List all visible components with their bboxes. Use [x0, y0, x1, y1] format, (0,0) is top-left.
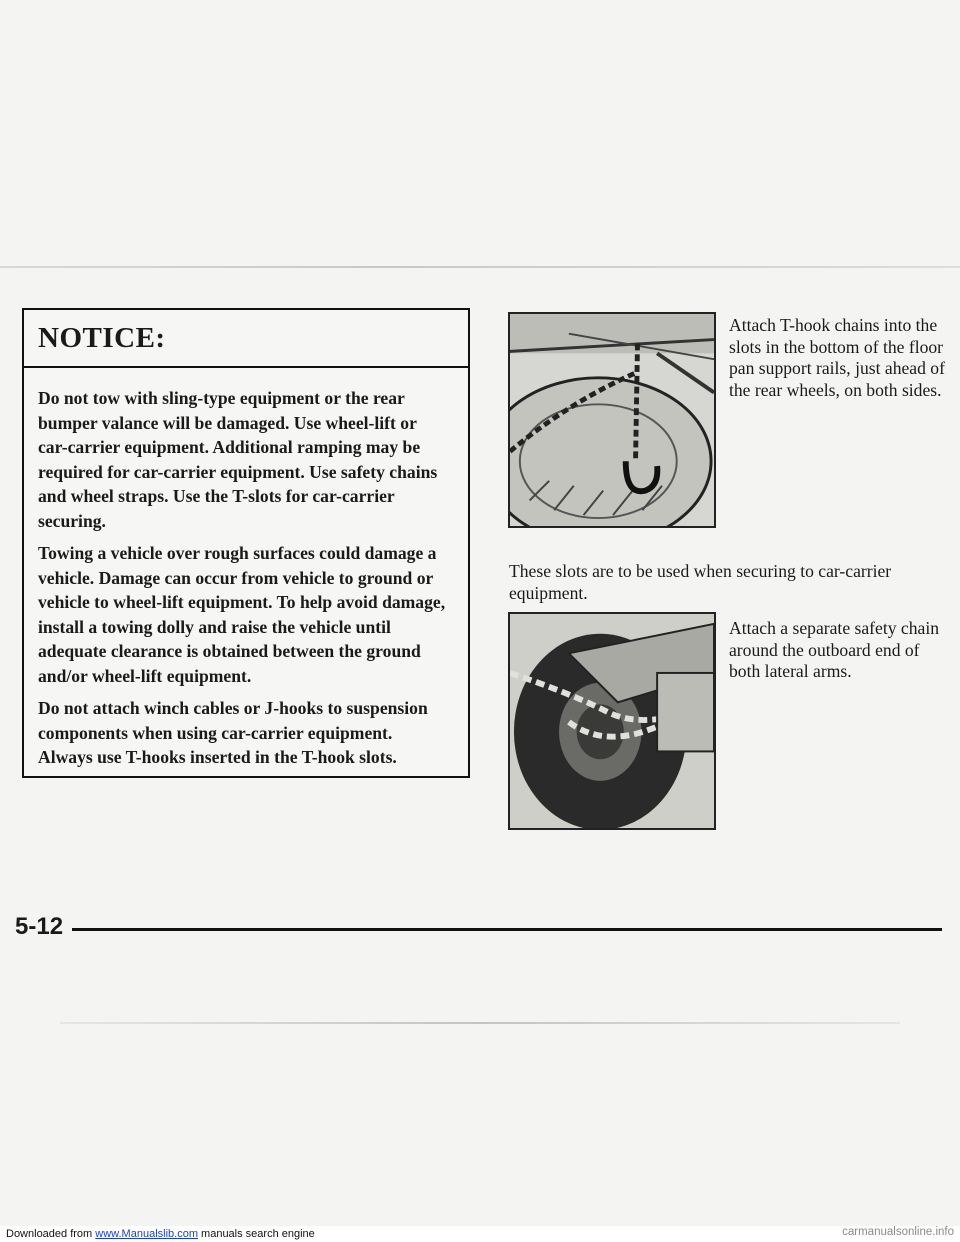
footer-prefix: Downloaded from	[6, 1228, 96, 1240]
slots-note: These slots are to be used when securing to car-carrier equipment.	[509, 561, 892, 603]
top-scan-rule	[0, 266, 960, 268]
notice-body	[24, 368, 468, 770]
watermark: carmanualsonline.info	[842, 1226, 954, 1238]
footer-suffix: manuals search engine	[197, 1228, 315, 1240]
page-number: 5-12	[15, 913, 64, 940]
safety-chain-instruction: Attach a separate safety chain around the outboard end of both lateral arms.	[729, 618, 940, 681]
manualslib-link[interactable]: www.Manualslib.com	[95, 1228, 198, 1240]
notice-paragraph: Do not attach winch cables or J-hooks to suspension components when using car-carrier equipment. Always use T-hooks inserted in the T-hook slots.	[38, 698, 428, 767]
safety-chain-drawing	[510, 614, 714, 828]
footer-download-note	[6, 1228, 315, 1240]
notice-title: NOTICE:	[38, 322, 166, 354]
notice-paragraph: Do not tow with sling-type equipment or the rear bumper valance will be damaged. Use wheel-lift or car-carrier equipment. Additional ramping may be required for car-carrier equipment. Use safety chains and wheel straps. Use the T-slots for car-carrier securing.	[38, 388, 438, 531]
notice-header	[24, 310, 468, 368]
t-hook-chain-illustration	[508, 312, 716, 528]
notice-box	[22, 308, 470, 778]
bottom-scan-rule	[60, 1022, 900, 1024]
notice-paragraph: Towing a vehicle over rough surfaces could damage a vehicle. Damage can occur from vehicle to ground or vehicle to wheel-lift equipment. To help avoid damage, install a towing dolly and raise the vehicle until adequate clearance is obtained between the ground and/or wheel-lift equipment.	[38, 543, 446, 686]
t-hook-chain-drawing	[510, 314, 714, 526]
t-hook-instruction: Attach T-hook chains into the slots in the bottom of the floor pan support rails, just ahead of the rear wheels, on both sides.	[729, 315, 945, 400]
page-number-rule	[72, 928, 942, 931]
safety-chain-illustration	[508, 612, 716, 830]
